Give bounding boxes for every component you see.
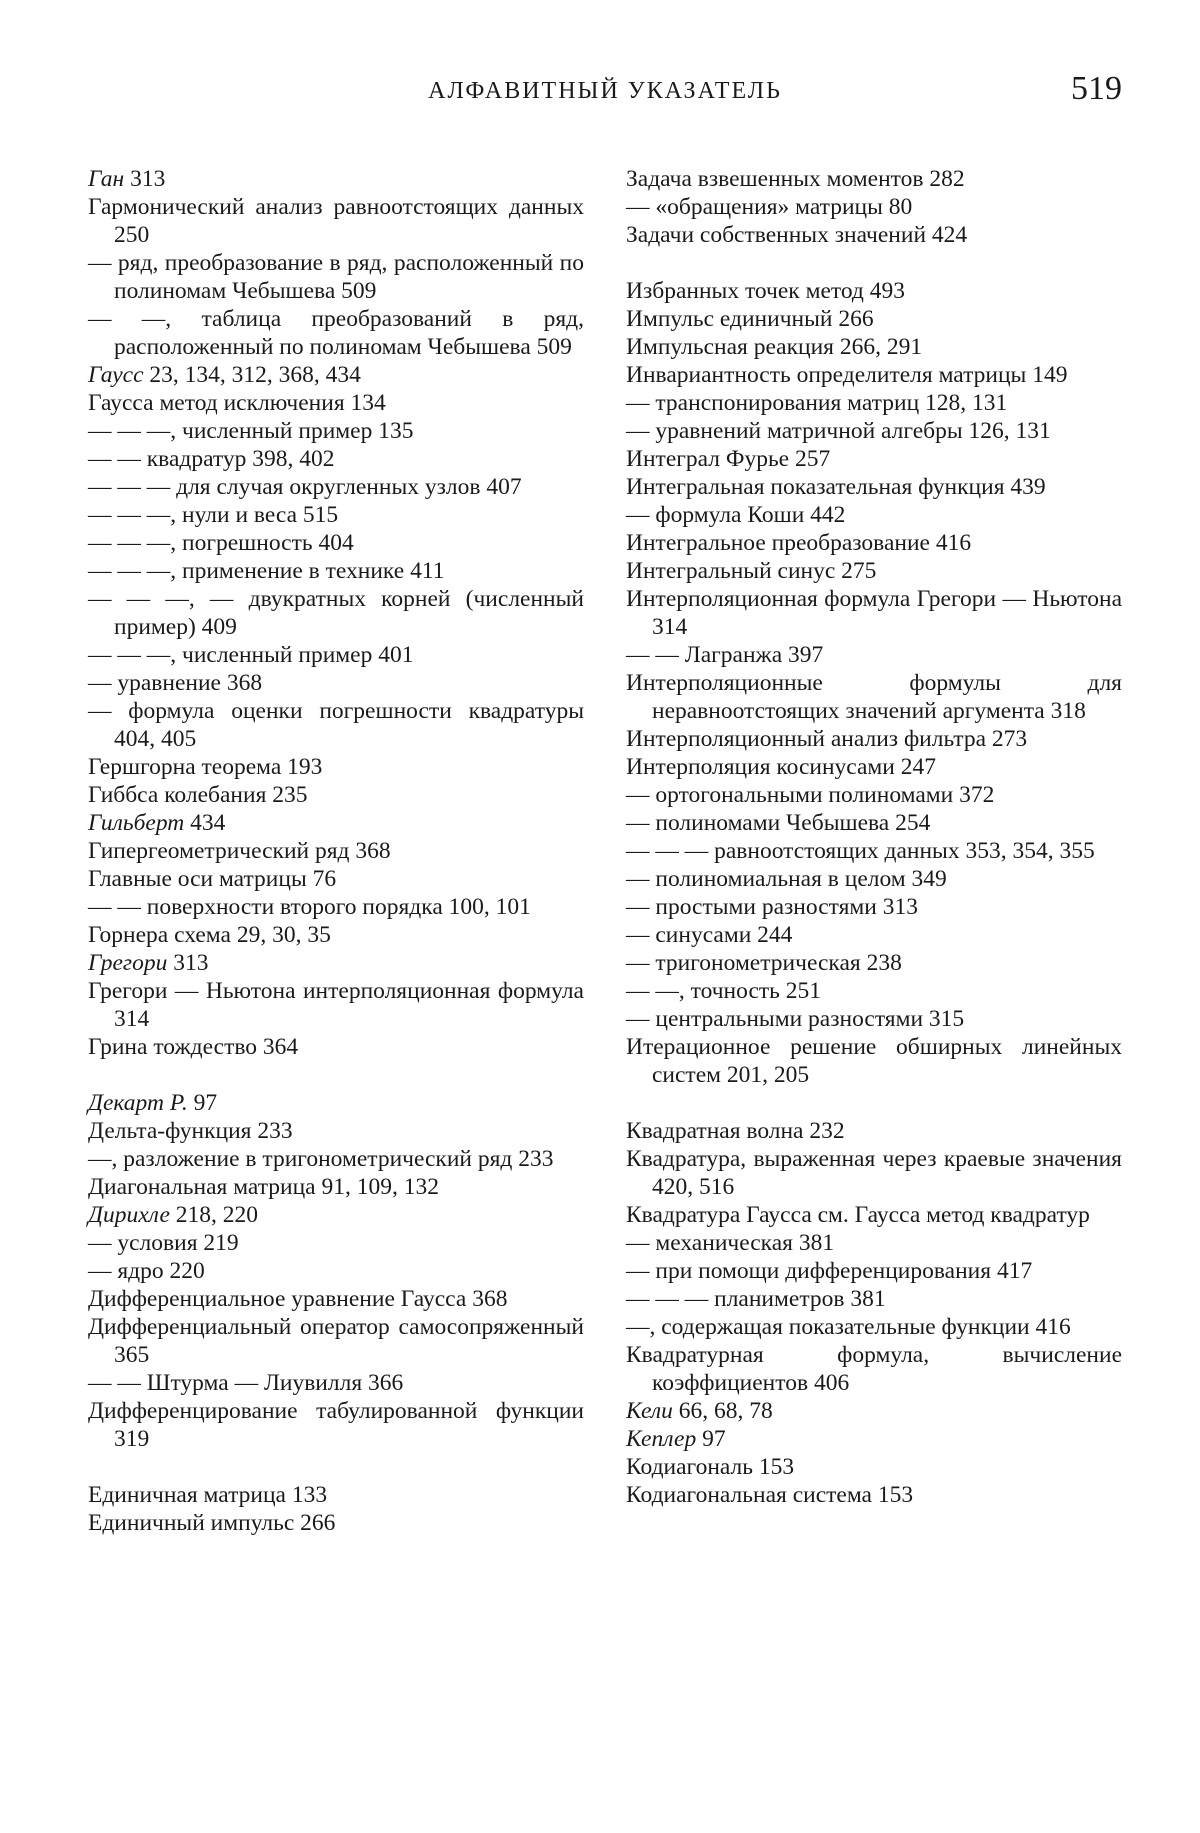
- entry-text: Задача взвешенных моментов 282: [626, 166, 965, 192]
- index-entry: [88, 949, 584, 977]
- index-entry: [88, 781, 584, 809]
- entry-text: Гармонический анализ равноотстоящих данных 250: [88, 194, 584, 248]
- entry-text: Интегральный синус 275: [626, 558, 877, 584]
- entry-text: 97: [696, 1426, 726, 1452]
- entry-text: Грегори — Ньютона интерполяционная формула 314: [88, 978, 584, 1032]
- index-entry: [626, 277, 1122, 305]
- entry-text: — уравнение 368: [88, 670, 263, 696]
- entry-text: Квадратура, выраженная через краевые значения 420, 516: [626, 1146, 1122, 1200]
- entry-text: Задачи собственных значений 424: [626, 222, 968, 248]
- entry-text: 218, 220: [169, 1202, 259, 1228]
- entry-text: 23, 134, 312, 368, 434: [143, 362, 361, 388]
- entry-text: 97: [187, 1090, 218, 1116]
- index-entry: [88, 585, 584, 641]
- index-entry: [88, 445, 584, 473]
- entry-text: — центральными разностями 315: [626, 1006, 965, 1032]
- entry-person-name: Гаусс: [88, 362, 144, 388]
- entry-text: Грина тождество 364: [88, 1034, 299, 1060]
- index-entry: [88, 669, 584, 697]
- index-entry: [626, 809, 1122, 837]
- entry-text: Дифференцирование табулированной функции 319: [88, 1398, 584, 1452]
- entry-text: — — —, численный пример 135: [88, 418, 414, 444]
- entry-text: — — Лагранжа 397: [626, 642, 824, 668]
- entry-text: — простыми разностями 313: [626, 894, 918, 920]
- entry-text: Гиббса колебания 235: [88, 782, 308, 808]
- index-entry: [626, 1425, 1122, 1453]
- entry-text: Диагональная матрица 91, 109, 132: [88, 1174, 439, 1200]
- index-entry: [626, 501, 1122, 529]
- index-entry: [88, 1313, 584, 1369]
- entry-text: — уравнений матричной алгебры 126, 131: [626, 418, 1051, 444]
- index-entry: [626, 473, 1122, 501]
- right-column: [626, 165, 1122, 1537]
- index-entry: [626, 193, 1122, 221]
- index-entry: [626, 445, 1122, 473]
- index-entry: [88, 1481, 584, 1509]
- index-entry: [626, 1033, 1122, 1089]
- index-columns: [88, 165, 1122, 1537]
- index-entry: [626, 753, 1122, 781]
- index-entry: [88, 1509, 584, 1537]
- entry-text: — формула оценки погрешности квадратуры 404, 405: [88, 698, 584, 752]
- entry-text: — механическая 381: [626, 1230, 835, 1256]
- entry-text: Кодиагональная система 153: [626, 1482, 914, 1508]
- entry-text: — ряд, преобразование в ряд, расположенный по полиномам Чебышева 509: [88, 250, 584, 304]
- index-entry: [626, 837, 1122, 865]
- index-entry: [626, 221, 1122, 249]
- index-entry: [88, 473, 584, 501]
- entry-text: Интерполяция косинусами 247: [626, 754, 936, 780]
- index-entry: [626, 1257, 1122, 1285]
- entry-text: — «обращения» матрицы 80: [626, 194, 913, 220]
- entry-text: Избранных точек метод 493: [626, 278, 906, 304]
- entry-text: — —, таблица преобразований в ряд, расположенный по полиномам Чебышева 509: [88, 306, 584, 360]
- entry-text: Интерполяционные формулы для неравноотстоящих значений аргумента 318: [626, 670, 1122, 724]
- index-entry: [626, 1453, 1122, 1481]
- index-entry: [88, 389, 584, 417]
- entry-text: Интегральная показательная функция 439: [626, 474, 1046, 500]
- index-entry: [88, 921, 584, 949]
- entry-text: Импульсная реакция 266, 291: [626, 334, 923, 360]
- index-entry: [88, 361, 584, 389]
- index-entry: [626, 865, 1122, 893]
- entry-text: Инвариантность определителя матрицы 149: [626, 362, 1068, 388]
- entry-text: — — — равноотстоящих данных 353, 354, 355: [626, 838, 1095, 864]
- entry-text: — — —, численный пример 401: [88, 642, 414, 668]
- index-entry: [88, 1173, 584, 1201]
- index-entry: [626, 585, 1122, 641]
- entry-text: — — —, нули и веса 515: [88, 502, 339, 528]
- entry-text: — —, точность 251: [626, 978, 821, 1004]
- entry-text: Единичный импульс 266: [88, 1510, 336, 1536]
- index-entry: [88, 1285, 584, 1313]
- entry-text: 313: [124, 166, 166, 192]
- entry-text: Горнера схема 29, 30, 35: [88, 922, 331, 948]
- entry-text: Дифференциальное уравнение Гаусса 368: [88, 1286, 508, 1312]
- index-entry: [626, 417, 1122, 445]
- index-entry: [88, 193, 584, 249]
- entry-person-name: Кеплер: [626, 1426, 697, 1452]
- entry-text: Кодиагональ 153: [626, 1454, 795, 1480]
- entry-text: Дифференциальный оператор самосопряженный 365: [88, 1314, 584, 1368]
- index-entry: [88, 501, 584, 529]
- index-entry: [88, 1397, 584, 1453]
- entry-text: Интеграл Фурье 257: [626, 446, 831, 472]
- entry-text: —, содержащая показательные функции 416: [626, 1314, 1071, 1340]
- entry-person-name: Гильберт: [88, 810, 185, 836]
- entry-text: —, разложение в тригонометрический ряд 233: [88, 1146, 554, 1172]
- index-entry: [626, 1481, 1122, 1509]
- index-entry: [88, 1033, 584, 1061]
- entry-text: — условия 219: [88, 1230, 239, 1256]
- index-entry: [88, 1145, 584, 1173]
- index-entry: [626, 641, 1122, 669]
- index-entry: [88, 837, 584, 865]
- running-title: АЛФАВИТНЫЙ УКАЗАТЕЛЬ: [428, 78, 782, 104]
- index-entry: [626, 977, 1122, 1005]
- entry-text: Гершгорна теорема 193: [88, 754, 323, 780]
- entry-text: — — —, — двукратных корней (численный пример) 409: [88, 586, 584, 640]
- index-entry: [626, 1005, 1122, 1033]
- index-entry: [626, 725, 1122, 753]
- entry-text: 66, 68, 78: [672, 1398, 773, 1424]
- entry-text: Итерационное решение обширных линейных систем 201, 205: [626, 1034, 1122, 1088]
- index-entry: [88, 557, 584, 585]
- index-entry: [88, 1089, 584, 1117]
- index-entry: [626, 949, 1122, 977]
- entry-text: Дельта-функция 233: [88, 1118, 293, 1144]
- entry-text: Квадратная волна 232: [626, 1118, 845, 1144]
- index-entry: [88, 977, 584, 1033]
- page-header: [88, 70, 1122, 120]
- index-entry: [88, 417, 584, 445]
- index-entry: [626, 333, 1122, 361]
- entry-text: Квадратурная формула, вычисление коэффициентов 406: [626, 1342, 1122, 1396]
- left-column: [88, 165, 584, 1537]
- entry-text: Главные оси матрицы 76: [88, 866, 337, 892]
- index-entry: [626, 1201, 1122, 1229]
- index-entry: [88, 529, 584, 557]
- entry-text: — полиномами Чебышева 254: [626, 810, 931, 836]
- entry-text: — тригонометрическая 238: [626, 950, 902, 976]
- index-entry: [88, 865, 584, 893]
- index-entry: [626, 1229, 1122, 1257]
- entry-text: — транспонирования матриц 128, 131: [626, 390, 1008, 416]
- index-entry: [88, 753, 584, 781]
- entry-person-name: Декарт Р.: [88, 1090, 188, 1116]
- index-entry: [626, 1341, 1122, 1397]
- entry-text: — — квадратур 398, 402: [88, 446, 335, 472]
- entry-text: Интегральное преобразование 416: [626, 530, 972, 556]
- index-entry: [88, 249, 584, 305]
- index-entry: [88, 1229, 584, 1257]
- entry-text: — синусами 244: [626, 922, 793, 948]
- index-entry: [88, 305, 584, 361]
- entry-text: Единичная матрица 133: [88, 1482, 328, 1508]
- index-entry: [626, 1285, 1122, 1313]
- entry-person-name: Ган: [88, 166, 125, 192]
- index-entry: [88, 1369, 584, 1397]
- index-entry: [626, 921, 1122, 949]
- entry-text: 313: [167, 950, 209, 976]
- entry-text: Квадратура Гаусса см. Гаусса метод квадратур: [626, 1202, 1090, 1228]
- index-entry: [626, 529, 1122, 557]
- entry-text: Интерполяционный анализ фильтра 273: [626, 726, 1028, 752]
- index-entry: [626, 165, 1122, 193]
- entry-text: — ортогональными полиномами 372: [626, 782, 995, 808]
- index-entry: [88, 1201, 584, 1229]
- entry-text: — — —, применение в технике 411: [88, 558, 445, 584]
- entry-person-name: Дирихле: [88, 1202, 170, 1228]
- entry-text: — формула Коши 442: [626, 502, 846, 528]
- entry-text: — — — планиметров 381: [626, 1286, 886, 1312]
- entry-text: Интерполяционная формула Грегори — Ньютона 314: [626, 586, 1122, 640]
- index-entry: [626, 669, 1122, 725]
- index-entry: [626, 1117, 1122, 1145]
- index-entry: [88, 1117, 584, 1145]
- index-entry: [626, 305, 1122, 333]
- index-entry: [626, 781, 1122, 809]
- entry-text: — полиномиальная в целом 349: [626, 866, 947, 892]
- index-entry: [626, 1397, 1122, 1425]
- entry-text: — ядро 220: [88, 1258, 205, 1284]
- page-number: 519: [1071, 70, 1122, 107]
- index-entry: [88, 1257, 584, 1285]
- entry-text: — при помощи дифференцирования 417: [626, 1258, 1033, 1284]
- index-entry: [88, 641, 584, 669]
- index-entry: [626, 893, 1122, 921]
- index-entry: [88, 893, 584, 921]
- index-entry: [626, 361, 1122, 389]
- entry-person-name: Грегори: [88, 950, 168, 976]
- entry-text: — — Штурма — Лиувилля 366: [88, 1370, 404, 1396]
- index-entry: [626, 557, 1122, 585]
- entry-text: — — поверхности второго порядка 100, 101: [88, 894, 531, 920]
- index-entry: [626, 1313, 1122, 1341]
- index-entry: [88, 809, 584, 837]
- entry-text: Гипергеометрический ряд 368: [88, 838, 391, 864]
- index-entry: [88, 165, 584, 193]
- index-entry: [626, 1145, 1122, 1201]
- index-entry: [88, 697, 584, 753]
- index-entry: [626, 389, 1122, 417]
- entry-text: — — —, погрешность 404: [88, 530, 354, 556]
- entry-text: Импульс единичный 266: [626, 306, 874, 332]
- entry-text: 434: [184, 810, 226, 836]
- entry-person-name: Кели: [626, 1398, 673, 1424]
- entry-text: — — — для случая округленных узлов 407: [88, 474, 522, 500]
- entry-text: Гаусса метод исключения 134: [88, 390, 386, 416]
